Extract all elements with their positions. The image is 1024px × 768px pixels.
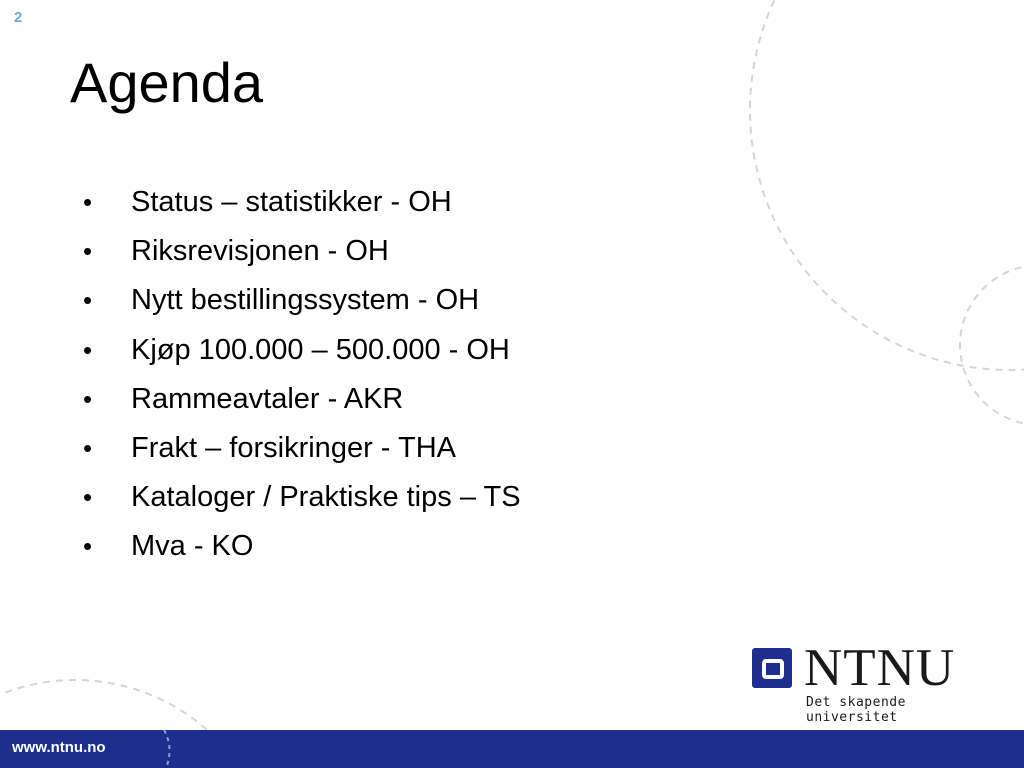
logo-mark-inner <box>762 659 784 679</box>
bullet-icon: • <box>83 236 93 267</box>
agenda-item-text: Nytt bestillingssystem - OH <box>131 284 480 317</box>
agenda-item-text: Kjøp 100.000 – 500.000 - OH <box>131 333 510 366</box>
footer-decor-arc <box>164 730 170 768</box>
ntnu-logo-icon <box>752 648 792 688</box>
ntnu-logo <box>752 639 1002 725</box>
footer-bar <box>0 730 1024 768</box>
bullet-icon: • <box>83 187 93 217</box>
slide-title: Agenda <box>70 51 264 114</box>
bullet-icon: • <box>83 334 93 365</box>
bullet-icon: • <box>83 531 93 562</box>
agenda-item-text: Rammeavtaler - AKR <box>131 382 404 415</box>
footer-url: www.ntnu.no <box>12 739 106 756</box>
agenda-item-text: Riksrevisjonen - OH <box>131 235 389 268</box>
bullet-icon: • <box>83 285 93 316</box>
bullet-icon: • <box>83 432 93 463</box>
agenda-item-text: Kataloger / Praktiske tips – TS <box>131 481 521 514</box>
agenda-item-text: Status – statistikker - OH <box>131 186 452 218</box>
logo-tagline: Det skapende universitet <box>806 695 906 725</box>
decorative-circle-small <box>960 265 1024 425</box>
agenda-item-text: Frakt – forsikringer - THA <box>131 431 456 464</box>
logo-name: NTNU <box>804 639 956 697</box>
agenda-item-text: Mva - KO <box>131 530 254 563</box>
page-number: 2 <box>14 9 23 26</box>
footer-decor-icon <box>160 730 190 768</box>
bullet-icon: • <box>83 383 93 414</box>
decorative-circle-large <box>750 0 1024 370</box>
bullet-icon: • <box>83 482 93 513</box>
